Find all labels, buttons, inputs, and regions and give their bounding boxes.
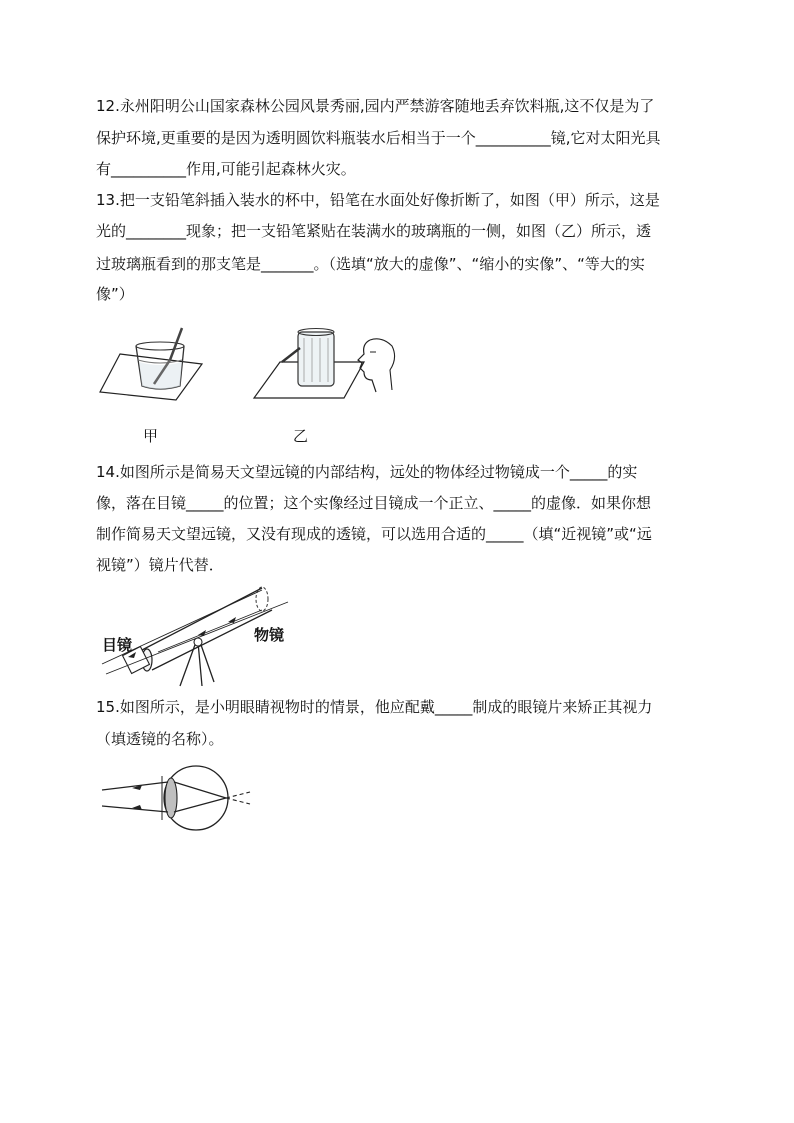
caption-yi: 乙 bbox=[293, 427, 309, 445]
q13-line4: 像”） bbox=[96, 285, 134, 303]
q13-line3: 过玻璃瓶看到的那支笔是_______。（选填“放大的虚像”、“缩小的实像”、“等大的实 bbox=[96, 255, 645, 273]
label-eyepiece: 目镜 bbox=[102, 636, 133, 654]
q13-line1: 13.把一支铅笔斜插入装水的杯中，铅笔在水面处好像折断了，如图（甲）所示，这是 bbox=[96, 191, 660, 209]
figure-cup-pencil bbox=[98, 322, 210, 402]
q14-line3: 制作简易天文望远镜，又没有现成的透镜，可以选用合适的_____（填“近视镜”或“远 bbox=[96, 525, 652, 543]
figure-bottle-pencil bbox=[252, 322, 400, 410]
q15-line2: （填透镜的名称）。 bbox=[96, 730, 224, 748]
q14-line2: 像，落在目镜_____的位置；这个实像经过目镜成一个正立、_____的虚像．如果你想 bbox=[96, 494, 652, 512]
caption-jia: 甲 bbox=[143, 427, 159, 445]
q12-line3: 有__________作用,可能引起森林火灾。 bbox=[96, 160, 356, 178]
label-objective: 物镜 bbox=[254, 626, 285, 644]
q14-line4: 视镜”）镜片代替． bbox=[96, 556, 224, 574]
q14-line1: 14.如图所示是简易天文望远镜的内部结构，远处的物体经过物镜成一个_____的实 bbox=[96, 463, 638, 481]
q15-line1: 15.如图所示，是小明眼睛视物时的情景，他应配戴_____制成的眼镜片来矫正其视力 bbox=[96, 698, 653, 716]
q12-line1: 12.永州阳明公山国家森林公园风景秀丽,园内严禁游客随地丢弃饮料瓶,这不仅是为了 bbox=[96, 97, 655, 115]
q12-line2: 保护环境,更重要的是因为透明圆饮料瓶装水后相当于一个__________镜,它对太阳光具 bbox=[96, 129, 661, 147]
figure-telescope bbox=[98, 582, 298, 690]
q13-line2: 光的________现象；把一支铅笔紧贴在装满水的玻璃瓶的一侧，如图（乙）所示，透 bbox=[96, 222, 652, 240]
figure-eye bbox=[98, 762, 258, 834]
